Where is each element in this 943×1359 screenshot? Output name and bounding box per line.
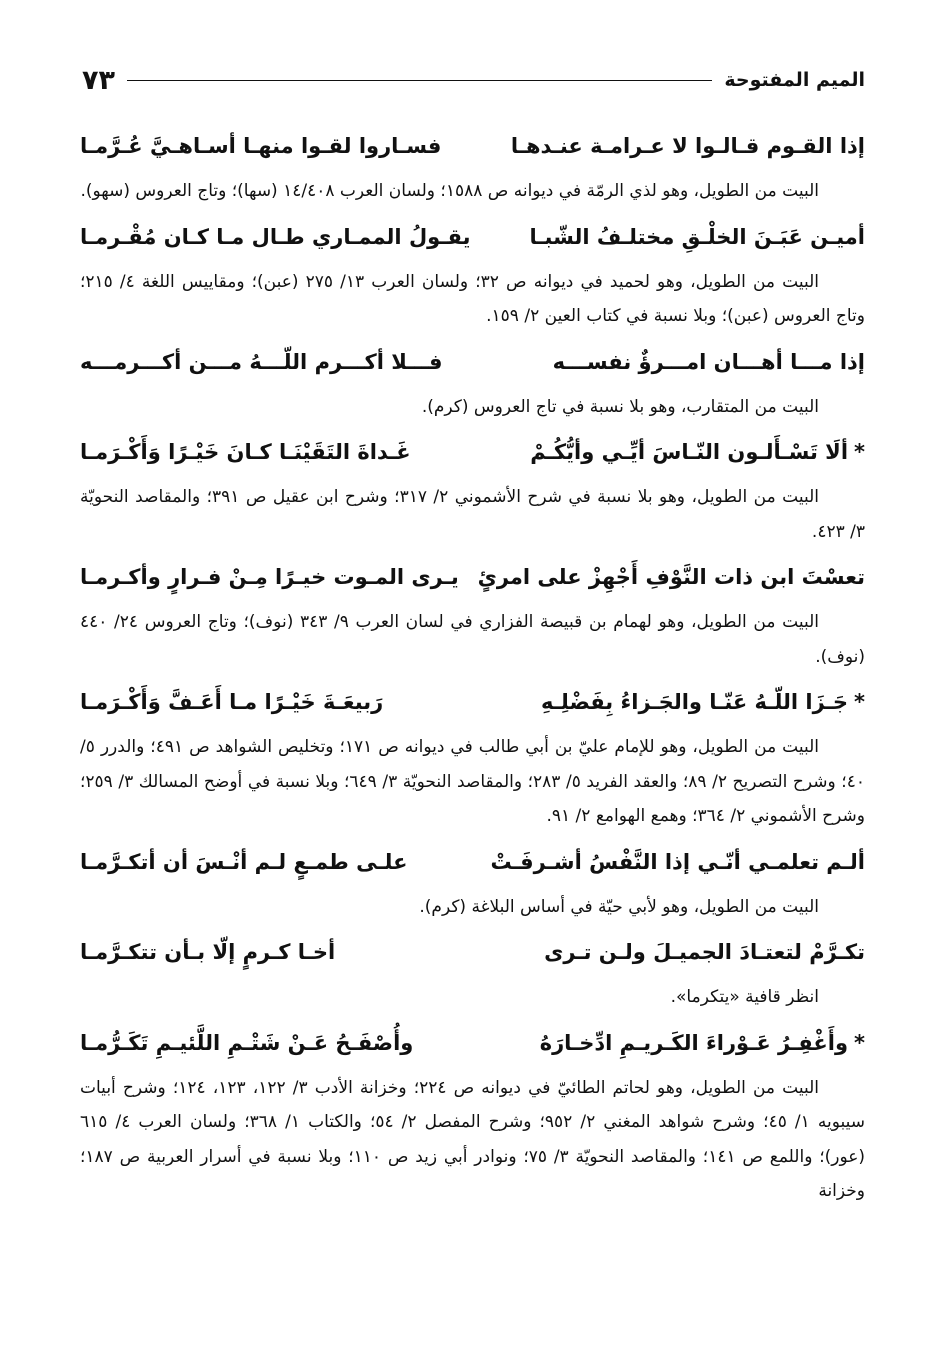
verse-entry (80, 1015, 865, 1209)
verse-entry (80, 549, 865, 674)
first-hemistich: إذا مـــا أهـــان امـــرؤٌ نفســـه (552, 349, 865, 374)
first-hemistich (540, 1015, 865, 1071)
star-marker: * (854, 440, 865, 464)
citation-note: البيت من الطويل، وهو لحاتم الطائيّ في ديوانه ص ٢٢٤؛ وخزانة الأدب ٣/ ١٢٢، ١٢٣، ١٢٤؛ وشرح أبيات سيبويه ١/ ٤٥؛ وشرح شواهد المغني ٢/ ٩٥٢؛ وشرح المفصل ٢/ ٥٤؛ والكتاب ١/ ٣٦٨؛ ولسان العرب ٤/ ٦١٥ (عور)؛ واللمع ص ١٤١؛ والمقاصد النحويّة ٣/ ٧٥؛ ونوادر أبي زيد ص ١١٠؛ وبلا نسبة في أسرار العربية ص ١٨٧؛ وخزانة (80, 1077, 866, 1201)
first-hemistich: تكـرَّمْ لتعتـادَ الجميـلَ ولـن تـرى (544, 940, 865, 964)
citation-note: البيت من الطويل، وهو لحميد في ديوانه ص ٣٢؛ ولسان العرب ١٣/ ٢٧٥ (عبن)؛ ومقاييس اللغة ٤/ ٢١٥؛ وتاج العروس (عبن)؛ وبلا نسبة في كتاب العين ٢/ ١٥٩. (80, 271, 865, 326)
section-title: الميم المفتوحة (724, 69, 865, 91)
first-hemistich: أميـن عَبَـنَ الخلْـقِ مختلـفُ الشّبـا (529, 224, 865, 249)
star-marker: * (854, 690, 865, 714)
second-hemistich: يقـولُ الممـاري طـال مـا كـان مُقْـرمـا (80, 224, 471, 249)
first-hemistich: ألـم تعلمـي أنّـي إذا النَّفْسُ أشـرفَـتْ (490, 849, 865, 874)
header-rule (127, 80, 712, 81)
citation-note: البيت من الطويل، وهو لذي الرمّة في ديوانه ص ١٥٨٨؛ ولسان العرب ١٤/٤٠٨ (سها)؛ وتاج العروس (سهو). (80, 181, 819, 201)
first-hemistich-text: ألَا تَسْـأَلـون النّـاسَ أيِّـي وأيُّكُـمْ (530, 440, 849, 464)
verse-entries (80, 118, 865, 1209)
verse-line (80, 549, 865, 605)
verse-entry (80, 834, 865, 925)
first-hemistich-text: وأَغْفِـرُ عَـوْراءَ الكَـريـمِ ادِّخـارَهُ (539, 1030, 849, 1055)
citation-note: البيت من الطويل، وهو بلا نسبة في شرح الأشموني ٢/ ٣١٧؛ وشرح ابن عقيل ص ٣٩١؛ والمقاصد النحويّة ٣/ ٤٢٣. (80, 487, 865, 542)
verse-entry (80, 924, 865, 1015)
verse-entry (80, 118, 865, 209)
verse-line (80, 424, 865, 480)
second-hemistich: علـى طمـعٍ لـم أنْـسَ أن أتكـرَّمـا (80, 849, 408, 874)
second-hemistich: فسـاروا لقـوا منهـا أسـاهـيَّ عُـرَّمـا (80, 134, 442, 158)
verse-entry (80, 674, 865, 834)
second-hemistich: وأُصْفَـحُ عَـنْ شَتْـمِ اللَّئيـمِ تَكَـرُّمـا (80, 1030, 414, 1055)
verse-line (80, 674, 865, 730)
verse-line (80, 924, 865, 980)
first-hemistich (541, 674, 865, 730)
second-hemistich: يـرى المـوت خيـرًا مِـنْ فـرارٍ وأكـرمـا (80, 565, 459, 589)
citation-note: البيت من المتقارب، وهو بلا نسبة في تاج العروس (كرم). (421, 396, 819, 417)
first-hemistich: تعسْتَ ابن ذات النَّوْفِ أَجْهِزْ على امرئٍ (477, 565, 865, 589)
verse-entry (80, 424, 865, 549)
verse-line (80, 834, 865, 890)
verse-line (80, 334, 865, 390)
first-hemistich-text: جَـزَا اللّـهُ عَنّـا والجَـزاءُ بِفَضْلِـهِ (541, 690, 849, 714)
verse-entry (80, 334, 865, 425)
verse-line (80, 209, 865, 265)
citation-note: انظر قافية «يتكرما». (670, 987, 819, 1007)
second-hemistich: أخـا كـرمٍ إلّا بـأن تتكـرَّمـا (80, 940, 336, 964)
citation-note: البيت من الطويل، وهو للإمام عليّ بن أبي طالب في ديوانه ص ١٧١؛ وتخليص الشواهد ص ٤٩١؛ والدرر ٥/ ٤٠؛ وشرح التصريح ٢/ ٨٩؛ والعقد الفريد ٥/ ٢٨٣؛ والمقاصد النحويّة ٣/ ٦٤٩؛ وبلا نسبة في أوضح المسالك ٣/ ٢٥٩؛ وشرح الأشموني ٢/ ٣٦٤؛ وهمع الهوامع ٢/ ٩١. (80, 737, 865, 826)
verse-entry (80, 209, 865, 334)
citation-note: البيت من الطويل، وهو لهمام بن قبيصة الفزاري في لسان العرب ٩/ ٣٤٣ (نوف)؛ وتاج العروس ٢٤/ ٤٤٠ (نوف). (80, 612, 865, 667)
verse-line (80, 118, 865, 174)
citation-note: البيت من الطويل، وهو لأبي حيّة في أساس البلاغة (كرم). (419, 896, 819, 917)
verse-line (80, 1015, 865, 1071)
page-number: ٧٣ (82, 64, 115, 96)
running-header (82, 62, 865, 98)
star-marker: * (854, 1030, 865, 1055)
second-hemistich: فـــلا أكـــرم اللّـــهُ مـــن أكـــرمـــه (80, 349, 443, 374)
first-hemistich: إذا القـوم قـالـوا لا عـرامـة عنـدهـا (510, 134, 865, 158)
second-hemistich: رَبيعَـةَ خَيْـرًا مـا أَعَـفَّ وَأَكْـرَمـا (80, 690, 384, 714)
first-hemistich (530, 424, 865, 480)
second-hemistich: غَـداةَ التَقَيْنَـا كـانَ خَيْـرًا وَأَكْـرَمـا (80, 440, 411, 464)
